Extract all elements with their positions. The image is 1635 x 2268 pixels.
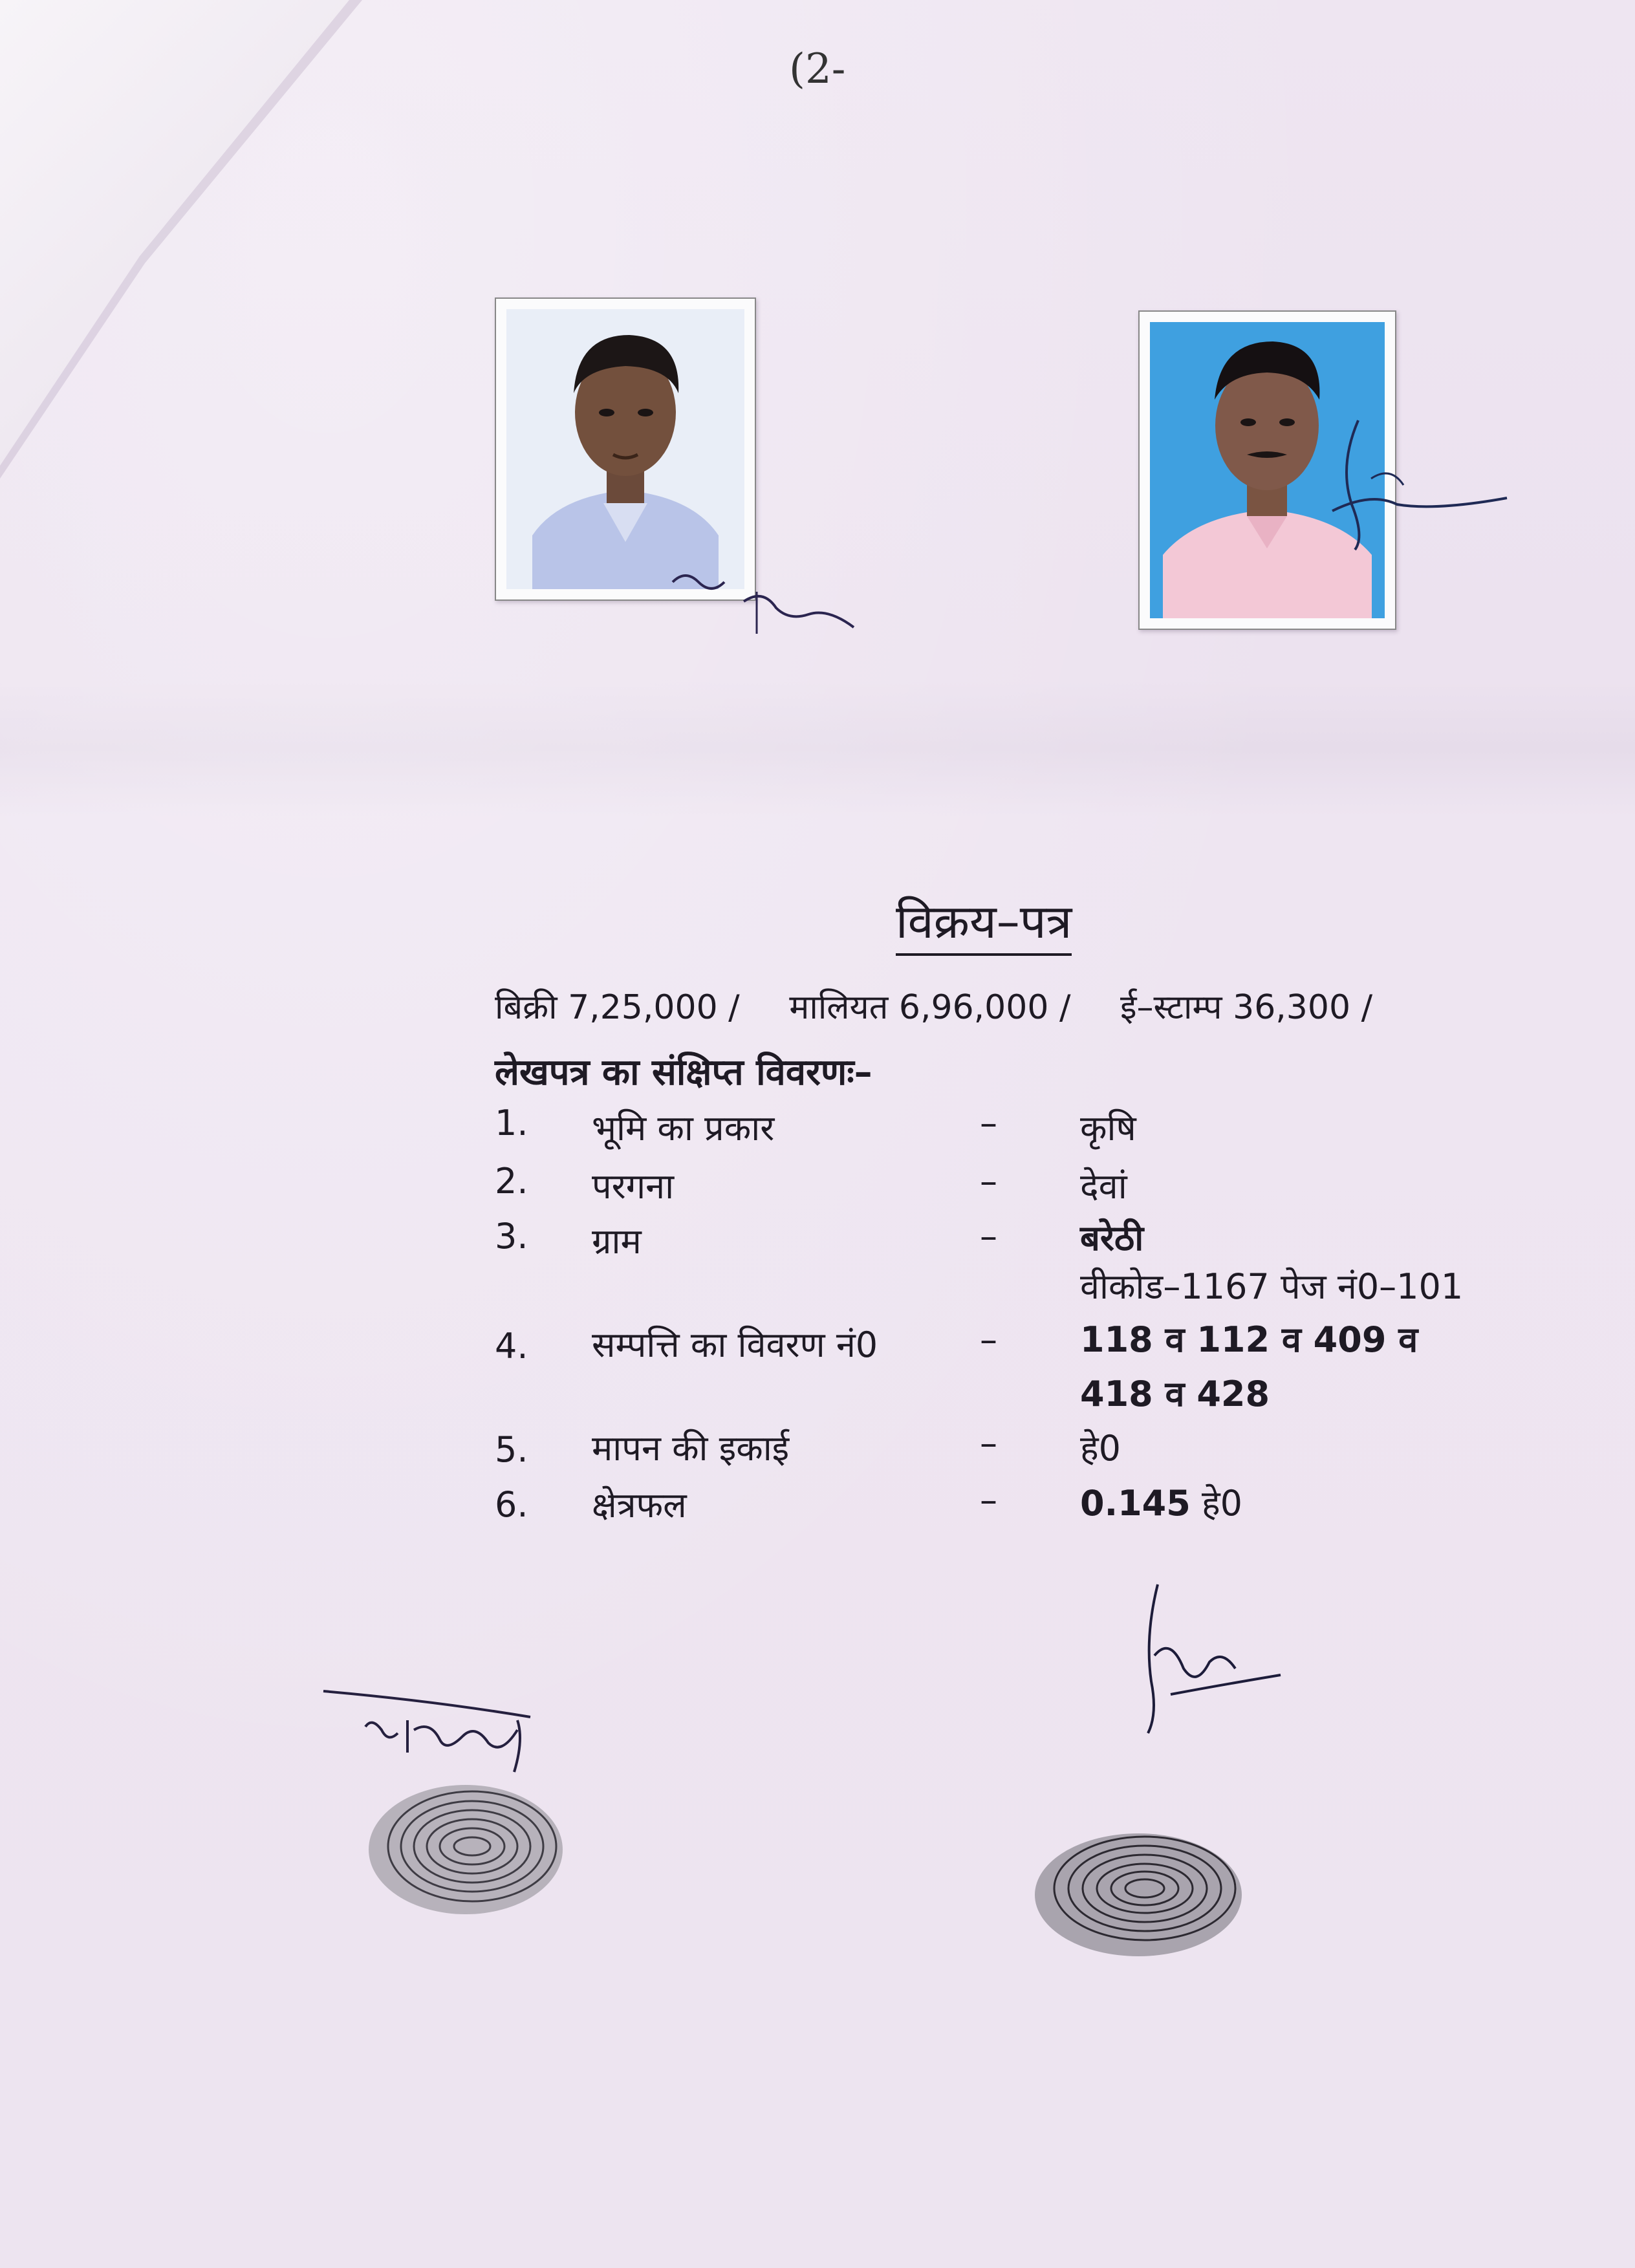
brief-details-heading: लेखपत्र का संक्षिप्त विवरणः–	[495, 1052, 872, 1094]
item-1-number: 1.	[495, 1103, 528, 1143]
item-4-value-continued: 418 व 428	[1080, 1374, 1270, 1414]
item-4-number: 4.	[495, 1326, 528, 1366]
item-1-dash: –	[980, 1103, 997, 1143]
item-5-value: हे0	[1080, 1428, 1121, 1469]
item-3-dash: –	[980, 1216, 997, 1257]
page-number-mark: (2-	[789, 45, 846, 93]
photo1-signature	[660, 556, 880, 653]
left-thumb-impression	[362, 1778, 569, 1921]
area-number: 0.145	[1080, 1483, 1191, 1524]
financial-summary	[495, 983, 1411, 1029]
item-6-dash: –	[980, 1480, 997, 1520]
document-title: विक्रय–पत्र	[896, 892, 1072, 956]
item-2-label: परगना	[592, 1166, 675, 1207]
item-5-label: मापन की इकाई	[592, 1428, 790, 1469]
item-3-label: ग्राम	[592, 1221, 642, 1262]
area-unit: हे0	[1201, 1483, 1243, 1524]
item-5-number: 5.	[495, 1429, 528, 1470]
photo2-signature	[1294, 414, 1513, 556]
valuation-amount: मालियत 6,96,000 /	[789, 988, 1071, 1027]
item-2-number: 2.	[495, 1161, 528, 1202]
sale-amount: बिक्री 7,25,000 /	[495, 988, 740, 1027]
buyer-photo	[495, 297, 756, 601]
item-3-value-detail: वीकोड–1167 पेज नं0–101	[1080, 1266, 1464, 1307]
buyer-handwritten-signature	[1099, 1578, 1287, 1740]
item-3-number: 3.	[495, 1216, 528, 1257]
item-6-value	[1080, 1478, 1242, 1526]
item-6-label: क्षेत्रफल	[592, 1485, 687, 1526]
seller-handwritten-signature	[317, 1681, 550, 1778]
person-portrait-1	[506, 309, 744, 589]
right-thumb-impression	[1028, 1824, 1248, 1966]
item-3-value: बरेठी	[1080, 1218, 1144, 1258]
item-1-value: कृषि	[1080, 1108, 1136, 1149]
item-2-dash: –	[980, 1161, 997, 1202]
item-4-dash: –	[980, 1319, 997, 1360]
item-4-value: 118 व 112 व 409 व	[1080, 1319, 1418, 1360]
item-4-label: सम्पत्ति का विवरण नं0	[592, 1324, 878, 1365]
item-6-number: 6.	[495, 1484, 528, 1525]
item-5-dash: –	[980, 1423, 997, 1463]
item-2-value: देवां	[1080, 1166, 1127, 1207]
estamp-amount: ई–स्टाम्प 36,300 /	[1120, 988, 1373, 1027]
item-1-label: भूमि का प्रकार	[592, 1108, 775, 1149]
